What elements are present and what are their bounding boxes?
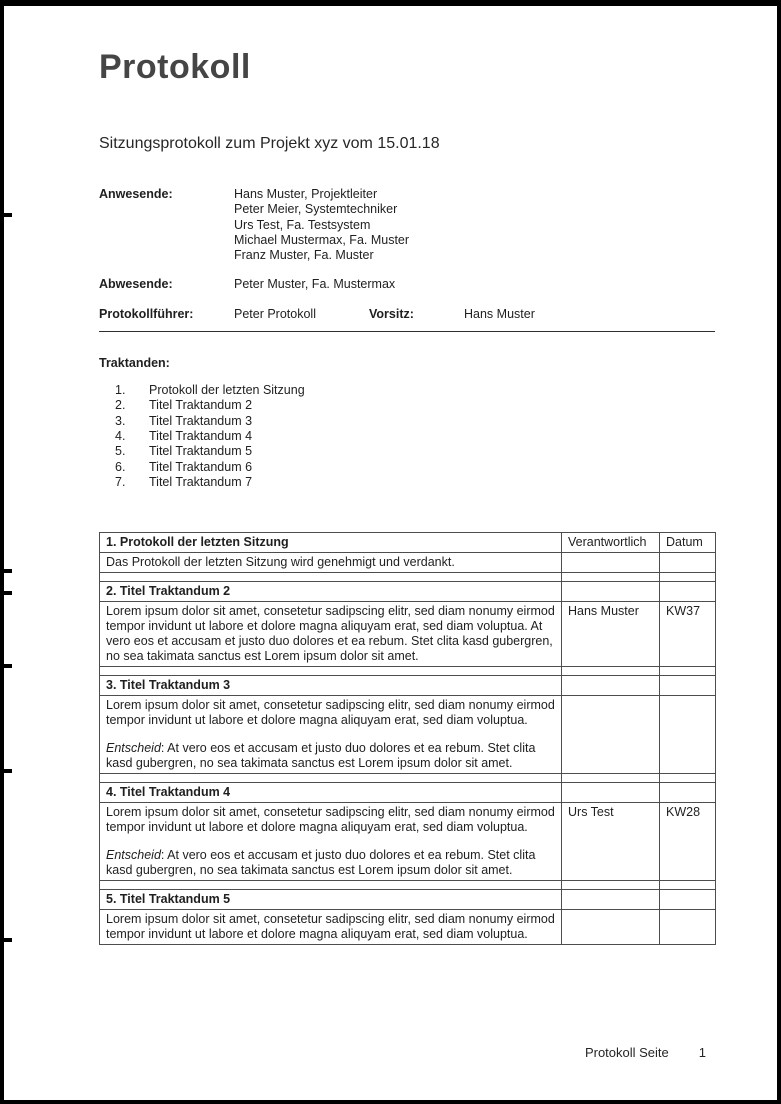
section-text-cell [100,553,562,573]
traktanden-item-title: Titel Traktandum 6 [149,459,253,474]
footer-label: Protokoll Seite [584,1045,669,1060]
section-text-cell [100,910,562,945]
section-title-cell: 2. Titel Traktandum 2 [100,582,562,602]
spacer-cell [100,774,562,783]
section-content-row [100,696,716,774]
traktanden-item-number: 7. [115,474,126,489]
page-title: Protokoll [99,48,251,86]
spacer-cell [100,667,562,676]
verantwortlich-header-cell [562,890,660,910]
scan-mark [4,938,12,942]
spacer-cell [562,774,660,783]
section-paragraph: Lorem ipsum dolor sit amet, consetetur sadipscing elitr, sed diam nonumy eirmod tempor invidunt ut labore et dolore magna aliquyam erat, sed diam voluptua. [106,698,555,728]
spacer-cell [562,881,660,890]
attendee-line: Peter Meier, Systemtechniker [234,202,398,217]
traktanden-item [99,398,715,413]
section-paragraph: Entscheid: At vero eos et accusam et justo duo dolores et ea rebum. Stet clita kasd gubergren, no sea takimata sanctus est Lorem ipsum dolor sit amet. [106,741,536,771]
traktanden-item [99,460,715,475]
section-content-row [100,803,716,881]
protokollfuehrer-row [99,307,715,322]
verantwortlich-cell: Urs Test [562,803,660,881]
traktanden-item [99,444,715,459]
datum-cell [660,553,716,573]
vorsitz-value: Hans Muster [464,306,535,321]
abwesende-label: Abwesende: [99,276,173,291]
datum-header-cell [660,676,716,696]
traktanden-label: Traktanden: [99,356,170,371]
section-paragraph: Lorem ipsum dolor sit amet, consetetur sadipscing elitr, sed diam nonumy eirmod tempor invidunt ut labore et dolore magna aliquyam erat, sed diam voluptua. [106,912,555,942]
protocol-table-body [100,533,716,945]
section-header-row [100,890,716,910]
attendee-line: Urs Test, Fa. Testsystem [234,217,371,232]
footer-page-number: 1 [698,1045,706,1060]
datum-header-cell [660,890,716,910]
section-title-cell: 4. Titel Traktandum 4 [100,783,562,803]
traktanden-item [99,414,715,429]
spacer-cell [100,573,562,582]
section-title-cell: 5. Titel Traktandum 5 [100,890,562,910]
traktanden-item-title: Titel Traktandum 7 [149,474,253,489]
section-header-row [100,676,716,696]
section-title-cell: 1. Protokoll der letzten Sitzung [100,533,562,553]
spacer-cell [660,774,716,783]
datum-header-cell: Datum [660,533,716,553]
section-text-cell [100,803,562,881]
abwesende-value: Peter Muster, Fa. Mustermax [234,276,396,291]
spacer-row [100,774,716,783]
traktanden-item-title: Titel Traktandum 5 [149,444,253,459]
section-content-row [100,910,716,945]
datum-header-cell [660,783,716,803]
abwesende-row [99,277,715,292]
section-text-cell [100,696,562,774]
anwesende-list [234,187,715,263]
traktanden-list [99,383,715,490]
datum-header-cell [660,582,716,602]
scan-mark [4,664,12,668]
traktanden-item-title: Titel Traktandum 2 [149,398,253,413]
document-subtitle: Sitzungsprotokoll zum Projekt xyz vom 15.01.18 [99,135,440,153]
traktanden-item [99,475,715,490]
attendee-line: Hans Muster, Projektleiter [234,187,378,202]
verantwortlich-cell [562,696,660,774]
traktanden-item-title: Titel Traktandum 3 [149,413,253,428]
scan-mark [4,213,12,217]
spacer-cell [562,667,660,676]
traktanden-item [99,429,715,444]
entscheid-label: Entscheid [106,741,161,756]
section-paragraph: Lorem ipsum dolor sit amet, consetetur sadipscing elitr, sed diam nonumy eirmod tempor invidunt ut labore et dolore magna aliquyam erat, sed diam voluptua. At vero eos et accusam et justo duo dolores et ea rebum. Stet clita kasd gubergren, no sea takimata sanctus est Lorem ipsum dolor sit amet. [106,604,555,664]
section-paragraph: Entscheid: At vero eos et accusam et justo duo dolores et ea rebum. Stet clita kasd gubergren, no sea takimata sanctus est Lorem ipsum dolor sit amet. [106,848,536,878]
datum-cell [660,910,716,945]
section-paragraph: Lorem ipsum dolor sit amet, consetetur sadipscing elitr, sed diam nonumy eirmod tempor invidunt ut labore et dolore magna aliquyam erat, sed diam voluptua. [106,805,555,835]
traktanden-item-number: 2. [115,398,126,413]
document-content [99,6,715,945]
section-header-row [100,582,716,602]
traktanden-item-title: Protokoll der letzten Sitzung [149,383,305,398]
protokollfuehrer-label: Protokollführer: [99,306,194,321]
datum-cell: KW28 [660,803,716,881]
section-header-row [100,533,716,553]
verantwortlich-cell [562,553,660,573]
verantwortlich-header-cell [562,783,660,803]
meta-section [99,187,715,322]
verantwortlich-cell [562,910,660,945]
section-header-row [100,783,716,803]
attendee-line: Franz Muster, Fa. Muster [234,248,374,263]
spacer-cell [660,881,716,890]
anwesende-label: Anwesende: [99,187,173,202]
traktanden-item-number: 3. [115,413,126,428]
vorsitz-label: Vorsitz: [369,306,414,321]
datum-cell: KW37 [660,602,716,667]
traktanden-item-number: 6. [115,459,126,474]
section-paragraph: Das Protokoll der letzten Sitzung wird genehmigt und verdankt. [106,555,455,570]
traktanden-item-title: Titel Traktandum 4 [149,429,253,444]
spacer-cell [562,573,660,582]
section-title-cell: 3. Titel Traktandum 3 [100,676,562,696]
section-content-row [100,602,716,667]
verantwortlich-header-cell: Verantwortlich [562,533,660,553]
spacer-cell [100,881,562,890]
traktanden-item [99,383,715,398]
page-footer [585,1045,706,1060]
verantwortlich-header-cell [562,582,660,602]
anwesende-row [99,187,715,263]
traktanden-item-number: 1. [115,383,126,398]
protokollfuehrer-value: Peter Protokoll [234,306,316,321]
datum-cell [660,696,716,774]
protocol-table [99,532,716,945]
attendee-line: Michael Mustermax, Fa. Muster [234,232,410,247]
spacer-cell [660,667,716,676]
section-text-cell [100,602,562,667]
scan-mark [4,769,12,773]
spacer-cell [660,573,716,582]
scan-mark [4,591,12,595]
spacer-row [100,881,716,890]
scan-mark [4,569,12,573]
verantwortlich-cell: Hans Muster [562,602,660,667]
section-content-row [100,553,716,573]
section-divider [99,331,715,332]
spacer-row [100,667,716,676]
entscheid-label: Entscheid [106,848,161,863]
traktanden-item-number: 4. [115,429,126,444]
spacer-row [100,573,716,582]
verantwortlich-header-cell [562,676,660,696]
traktanden-item-number: 5. [115,444,126,459]
